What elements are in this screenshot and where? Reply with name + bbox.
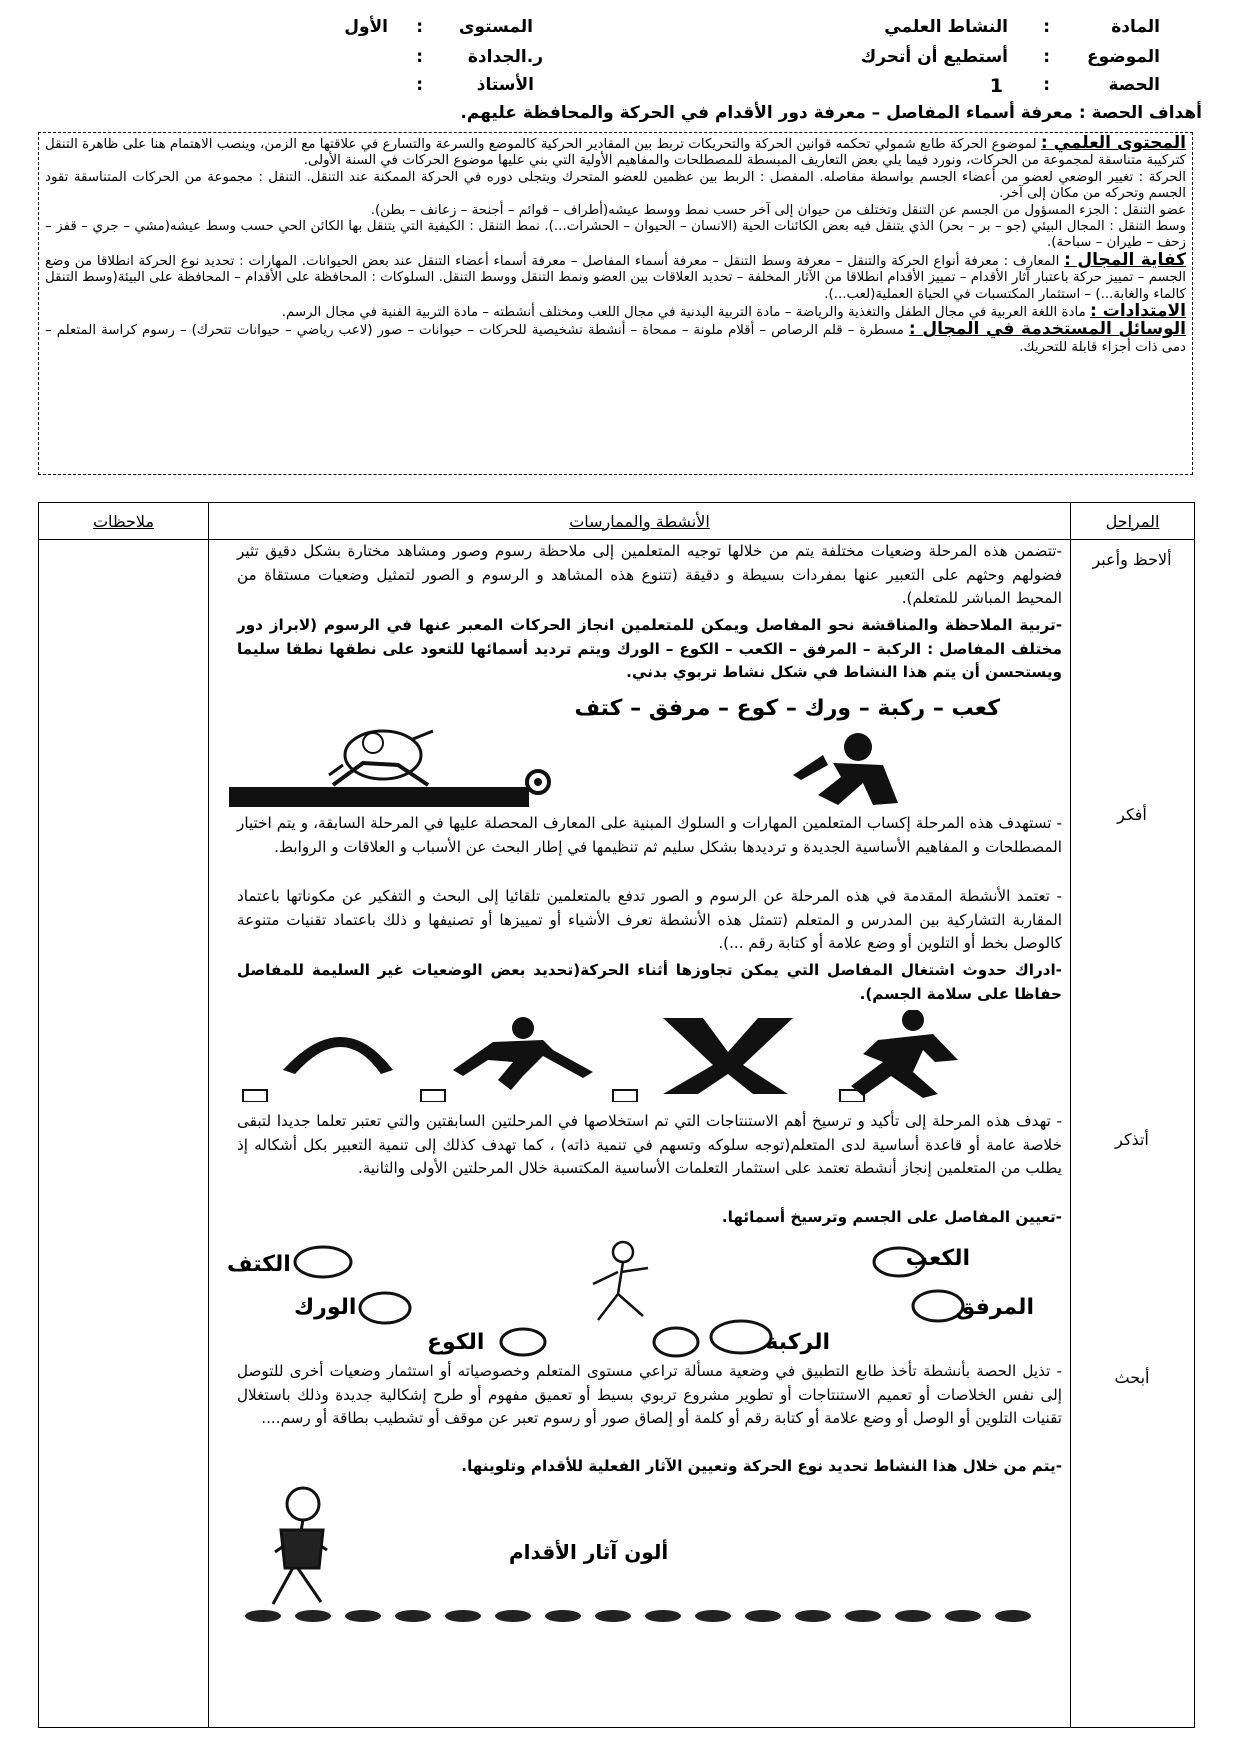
school-sep: : [416, 47, 423, 67]
level-sep: : [416, 17, 423, 37]
label-heel: الكعب [905, 1246, 970, 1271]
subject-label: المادة [1111, 17, 1160, 37]
tools-heading: الوسائل المستخدمة في المجال : [908, 319, 1187, 340]
stage-remember: أتذكر [1115, 1130, 1149, 1149]
choice-box-3 [613, 1090, 637, 1102]
stages-cell [1071, 540, 1195, 1728]
topic-label: الموضوع [1087, 47, 1160, 67]
label-wrist-elbow: الكوع [427, 1330, 485, 1355]
footprints-label: ألون آثار الأقدام [509, 1540, 669, 1564]
school-value: ر.الجدادة [467, 47, 543, 67]
extensions-text: مادة اللغة العربية في مجال الطفل والتغذية والرياضة – مادة التربية البدنية في مجال اللعب ومختلف أنشطته – مادة التربية الفنية في مجال الرسم. [281, 305, 1086, 321]
walking-boy-figure [273, 1488, 327, 1604]
stage2-text1: - تستهدف هذه المرحلة إكساب المتعلمين المهارات و السلوك المبنية على المعارف المحصلة عليها في المرحلة السابقة، و يتم اختيار المصطلحات و المفاهيم الأساسية الجديدة و ترديدها بشكل سليم ثم تنظيمها في إطار البحث عن الأسباب و العلاقات و الروابط. [237, 814, 1062, 856]
stage2-text3: -ادراك حدوث اشتغال المفاصل التي يمكن تجاوزها أثناء الحركة(تحديد بعض الوضعيات غير السليمة للمفاصل حفاظا على سلامة الجسم). [237, 961, 1062, 1003]
col-notes: ملاحظات [39, 503, 209, 540]
joint-circles [295, 1247, 963, 1356]
postures-illustration [223, 1010, 1053, 1102]
tools-text: مسطرة – قلم الرصاص – أقلام ملونة – ممحاة – أنشطة تشخيصية للحركات – حيوانات – صور (لاعب رياضي – حيوانات تتحرك) – رسوم كراسة المتعلم – دمى ذات أجزاء قابلة للتحريك. [45, 323, 1186, 355]
activities-cell [209, 540, 1071, 1728]
label-hip: الورك [294, 1295, 357, 1320]
session-label: الحصة [1108, 75, 1160, 95]
stage-think: أفكر [1117, 805, 1147, 824]
boy-figure [593, 1242, 648, 1320]
bending-figure [283, 1037, 393, 1074]
scientific-content-box [38, 132, 1193, 475]
subject-value: النشاط العلمي [884, 17, 1008, 37]
running-figure [851, 1010, 958, 1098]
teacher-label: الأستاذ [476, 75, 534, 95]
session-sep: : [1043, 75, 1050, 95]
crossed-figure [663, 1018, 793, 1094]
content-p1: لموضوع الحركة طابع شمولي تحكمه قوانين الحركة والتحريكات تربط بين المقادير الحركية كالموضع والسرعة والتسارع في علاقتها مع الزمن، وينصب الاهتمام هنا على ظاهرة التنقل كتركيبة متناسقة لمجموعة من الحركات، ونورد فيما يلي بعض التعاريف المبسطة للمصطلحات والمفاهيم الأولية التي بني عليها موضوع الحركات في السنة الأولى. [45, 137, 1186, 169]
lunging-figure [453, 1017, 593, 1090]
session-value: 1 [989, 75, 1003, 97]
stage2-text2: - تعتمد الأنشطة المقدمة في هذه المرحلة عن الرسوم و الصور تدفع بالمتعلمين تلقائيا إلى البحث و التفكير عن مكوناتها باعتماد المقاربة التشاركية بين المدرس و المتعلم (تتمثل هذه الأنشطة تعرف الأشياء أو تمييزها أو تصنيفها و ذلك باعتماد تقنيات متنوعة كالوصل بخط أو التلوين أو وضع علامة أو كتابة رقم ...). [237, 887, 1062, 952]
label-shoulder: الكتف [227, 1252, 291, 1277]
observe-illustration [223, 725, 1053, 813]
stage4-text1: - تذيل الحصة بأنشطة تأخذ طابع التطبيق في وضعية مسألة تراعي مستوى المتعلم وخصوصياته أو استثمار وضعيات أخرى للتوصل إلى نفس الخلاصات أو تعميم الاستنتاجات أو تطوير مشروع تربوي بسيط أو تعميق مفهوم أو طرح إشكالية جديدة وذلك باستغلال تقنيات التلوين أو الوصل أو وضع علامة أو كتابة رقم أو كلمة أو إلصاق صور أو رسوم تعبر عن موقف أو تشطيب بطاقة أو رسم.... [237, 1362, 1062, 1427]
label-elbow: المرفق [955, 1295, 1034, 1320]
lesson-table [38, 502, 1195, 1728]
stage4-text2: -يتم من خلال هذا النشاط تحديد نوع الحركة وتعيين الآثار الفعلية للأقدام وتلوينها. [461, 1457, 1062, 1475]
subject-sep: : [1043, 17, 1050, 37]
goals-label: أهداف الحصة : [1078, 103, 1202, 123]
ball-icon [527, 771, 549, 793]
topic-value: أستطيع أن أتحرك [860, 47, 1008, 67]
topic-sep: : [1043, 47, 1050, 67]
stage3-text1: - تهدف هذه المرحلة إلى تأكيد و ترسيخ أهم الاستنتاجات التي تم استخلاصها في المرحلتين السابقتين والتي تعتبر تعلما جديدا لتبقى خلاصة عامة أو قاعدة أساسية لدى المتعلم(توجه سلوكه وتسهم في تنمية ذاته) ، كما تهدف كذلك إلى تنمية التعبير بكل أشكاله إذ يطلب من المتعلمين إنجاز أنشطة تعتمد على استثمار التعلمات الأساسية المكتسبة خلال المرحلتين الأولى والثانية. [237, 1112, 1062, 1177]
stage-search: أبحث [1114, 1368, 1150, 1387]
content-p2: الحركة : تغيير الوضعي لعضو من أعضاء الجسم بواسطة مفاصله. المفصل : الربط بين عظمين للعضو المتحرك ويتجلى دوره في الحركة الممكنة عند التنقل. التنقل : مجموعة من الحركات المتناسقة تقود الجسم وتحركه من مكان إلى آخر. [45, 169, 1186, 202]
col-activities: الأنشطة والممارسات [209, 503, 1071, 540]
col-stages: المراحل [1071, 503, 1195, 540]
content-p3: عضو التنقل : الجزء المسؤول من الجسم عن التنقل وتختلف من حيوان إلى آخر حسب نمط ووسط عيشه(أطراف – قوائم – أجنحة – زعانف – بطن). [370, 202, 1186, 218]
choice-box-1 [243, 1090, 267, 1102]
content-p4: وسط التنقل : المجال البيئي (جو – بر – بحر) الذي يتنقل فيه بعض الكائنات الحية (الانسان – الحيوان – الحشرات...). نمط التنقل : الكيفية التي يتنقل بها الكائن الحي حسب وسط عيشه(مشي – جري – قفز – زحف – طيران – سباحة). [45, 219, 1186, 251]
competence-heading: كفاية المجال : [1064, 249, 1186, 270]
runner-silhouette [793, 733, 898, 805]
teacher-sep: : [416, 75, 423, 95]
content-heading: المحتوى العلمي : [1040, 133, 1186, 153]
stage3-text2: -تعيين المفاصل على الجسم وترسيخ أسمائها. [721, 1208, 1062, 1226]
lesson-goals [460, 103, 1202, 123]
extensions-heading: الامتدادات : [1090, 301, 1186, 322]
kids-playing-figure [229, 731, 529, 807]
level-value: الأول [344, 17, 388, 37]
stage-observe: ألاحظ وأعبر [1092, 550, 1172, 569]
notes-cell [39, 540, 209, 1728]
level-label: المستوى [458, 17, 533, 37]
label-knee: الركبة [765, 1330, 830, 1355]
choice-box-2 [421, 1090, 445, 1102]
stage1-text: -تتضمن هذه المرحلة وضعيات مختلفة يتم من خلالها توجيه المتعلمين إلى ملاحظة رسوم وصور ومشاهد مختارة بشكل دقيق تثير فضولهم وحثهم على التعبير عنها بمفردات بسيطة و دقيقة (تتنوع هذه المشاهد و الرسوم و الصور لتمثيل وضعيات مستقاة من المحيط المباشر للمتعلم). [237, 542, 1062, 607]
stage1-activity: -تربية الملاحظة والمناقشة نحو المفاصل ويمكن للمتعلمين انجاز الحركات المعبر عنها في الرسوم (لابراز دور مختلف المفاصل : الركبة – المرفق – الكعب – الكوع – الورك ويتم ترديد أسمائها للتعود على نطقها نطقا سليما ويستحسن أن يتم هذا النشاط في شكل نشاط تربوي بدني. [237, 616, 1062, 681]
goals-text: معرفة أسماء المفاصل – معرفة دور الأقدام في الحركة والمحافظة عليهم. [460, 103, 1073, 123]
competence-text: المعارف : معرفة أنواع الحركة والتنقل – معرفة وسط التنقل – معرفة أسماء المفاصل – معرفة أسماء أعضاء التنقل عند بعض الحيوانات. المهارات : تحديد نوع الحركة انطلاقا من وضع الجسم – تمييز حركة باعتبار آثار الأقدام – تمييز الأقدام انطلاقا من الآثار المخلفة – تحديد العلاقات بين العضو ونمط التنقل ووسط التنقل. السلوكات : المحافظة على الأقدام – المحافظة على البيئة(وسط التنقل كالماء والغابة...) – استثمار المكتسبات في الحياة العملية(لعب...). [45, 253, 1186, 302]
joint-labels-row: كعب – ركبة – ورك – كوع – مرفق – كتف [574, 696, 1000, 721]
footprints-row [245, 1610, 1031, 1622]
